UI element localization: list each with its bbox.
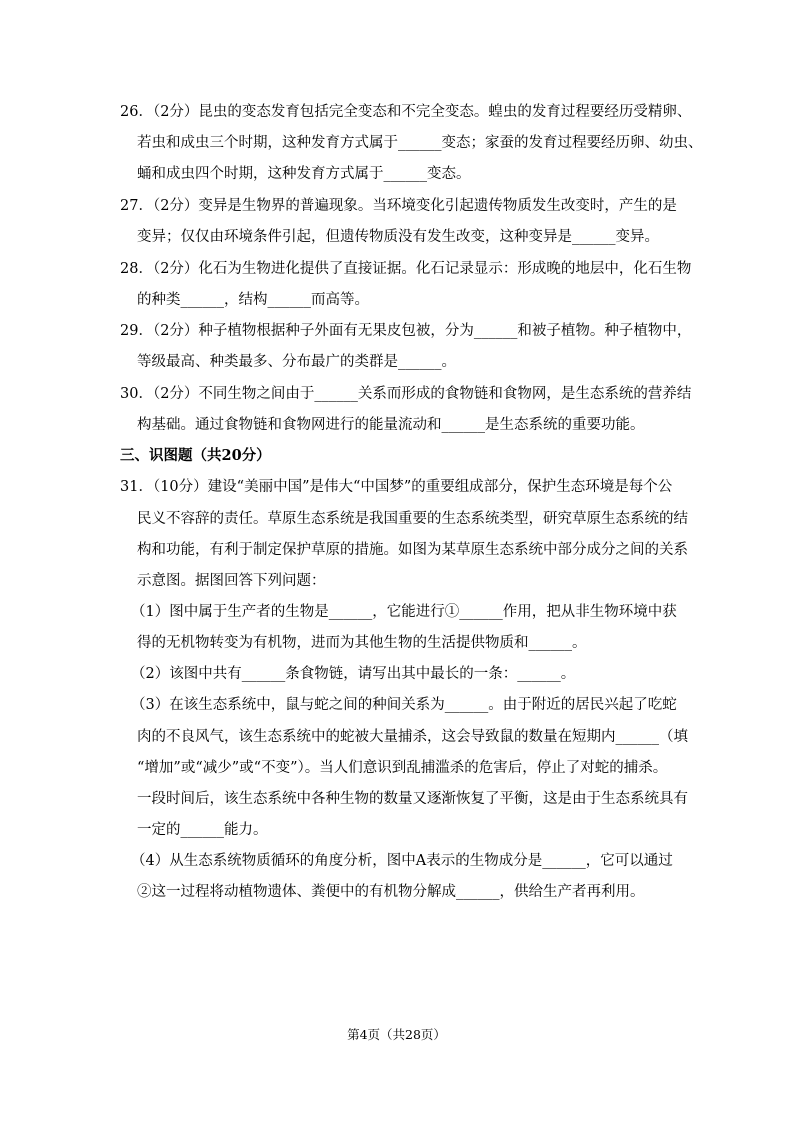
page-number-footer: 第4页（共28页）	[347, 1027, 446, 1042]
q26-line-1: 26．（2分）昆虫的变态发育包括完全变态和不完全变态。蝗虫的发育过程要经历受精卵、	[120, 104, 692, 120]
q31-sub3-line-3: “增加”或“减少”或“不变”）。当人们意识到乱捕滥杀的危害后，停止了对蛇的捕杀。	[137, 760, 668, 776]
q31-line-2: 民义不容辞的责任。草原生态系统是我国重要的生态系统类型，研究草原生态系统的结	[137, 511, 688, 527]
q28-line-2: 的种类______，结构______而高等。	[137, 292, 369, 308]
q31-sub3-line-1: （3）在该生态系统中，鼠与蛇之间的种间关系为______。由于附近的居民兴起了吃蛇	[131, 697, 677, 713]
q31-sub3-line-2: 肉的不良风气，该生态系统中的蛇被大量捕杀，这会导致鼠的数量在短期内______（填	[137, 729, 688, 745]
q31-line-4: 示意图。据图回答下列问题：	[137, 573, 326, 589]
q31-sub4-line-2: ②这一过程将动植物遗体、粪便中的有机物分解成______，供给生产者再利用。	[137, 884, 645, 900]
q31-line-1: 31．（10分）建设“美丽中国”是伟大“中国梦”的重要组成部分，保护生态环境是每个公	[120, 479, 673, 495]
q31-sub4-line-1: （4）从生态系统物质循环的角度分析，图中A表示的生物成分是______，它可以通过	[131, 853, 673, 869]
q27-line-2: 变异；仅仅由环境条件引起，但遗传物质没有发生改变，这种变异是______变异。	[137, 229, 659, 245]
q27-line-1: 27．（2分）变异是生物界的普遍现象。当环境变化引起遗传物质发生改变时，产生的是	[120, 198, 677, 214]
q30-line-2: 构基础。通过食物链和食物网进行的能量流动和______是生态系统的重要功能。	[137, 417, 645, 433]
q26-line-3: 蛹和成虫四个时期，这种发育方式属于______变态。	[137, 166, 471, 182]
q30-line-1: 30．（2分）不同生物之间由于______关系而形成的食物链和食物网，是生态系统的营养结	[120, 386, 692, 402]
q31-sub1-line-1: （1）图中属于生产者的生物是______，它能进行①______作用，把从非生物环境中获	[131, 604, 677, 620]
q31-line-3: 构和功能，有利于制定保护草原的措施。如图为某草原生态系统中部分成分之间的关系	[137, 542, 688, 558]
section-heading: 三、识图题（共20分）	[120, 447, 271, 464]
q26-line-2: 若虫和成虫三个时期，这种发育方式属于______变态；家蚕的发育过程要经历卵、幼虫、	[137, 135, 703, 151]
q28-line-1: 28．（2分）化石为生物进化提供了直接证据。化石记录显示：形成晚的地层中，化石生物	[120, 261, 692, 277]
q31-sub3-line-5: 一定的______能力。	[137, 822, 268, 838]
q31-sub2-line-1: （2）该图中共有______条食物链，请写出其中最长的一条：______。	[131, 666, 576, 682]
q29-line-1: 29．（2分）种子植物根据种子外面有无果皮包被，分为______和被子植物。种子植物中，	[120, 323, 692, 339]
q31-sub3-line-4: 一段时间后，该生态系统中各种生物的数量又逐渐恢复了平衡，这是由于生态系统具有	[137, 791, 688, 807]
q29-line-2: 等级最高、种类最多、分布最广的类群是______。	[137, 354, 456, 370]
q31-sub1-line-2: 得的无机物转变为有机物，进而为其他生物的生活提供物质和______。	[137, 635, 587, 651]
